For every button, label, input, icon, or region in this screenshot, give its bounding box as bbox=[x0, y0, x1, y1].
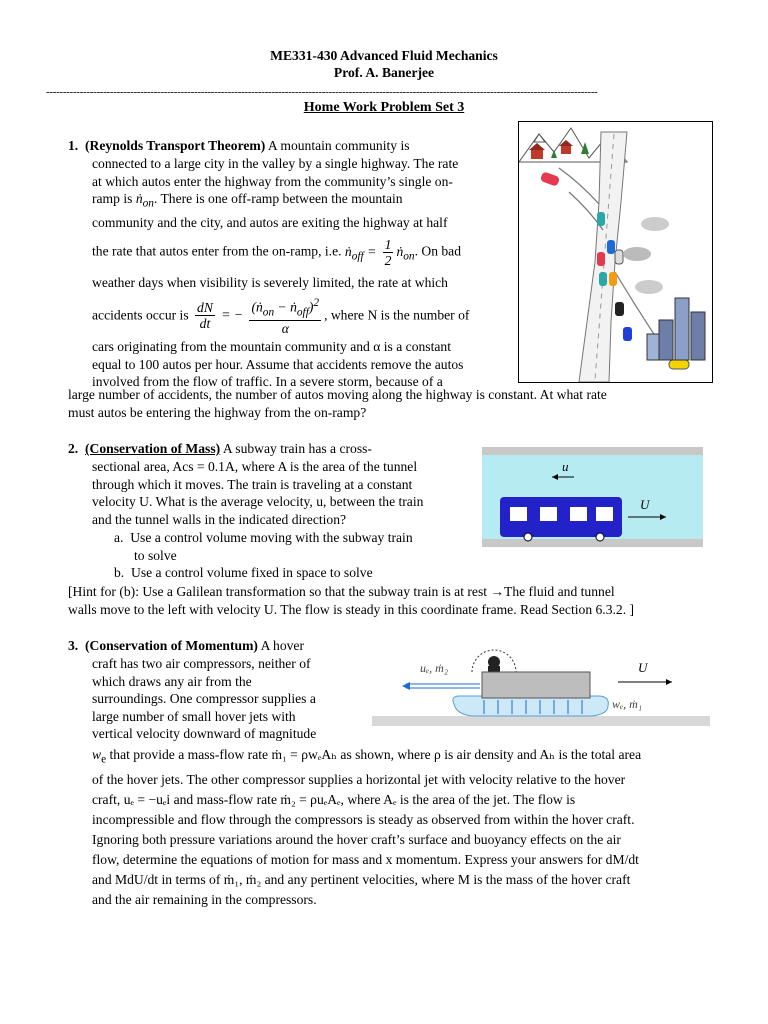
text-line: Use a control volume fixed in space to solve bbox=[131, 565, 373, 581]
text-line: that provide a mass-flow rate ṁ₁ = ρwₑAₕ as shown, where ρ is air density and Aₕ is the total area bbox=[109, 747, 642, 762]
house bbox=[561, 146, 571, 154]
air-cushion bbox=[453, 696, 608, 716]
text-line: A mountain community is bbox=[267, 138, 410, 153]
train-wheel bbox=[596, 533, 604, 541]
car-orange bbox=[609, 272, 617, 286]
text-line: walls move to the left with velocity U. The flow is steady in this coordinate frame. Read Section 6.3.2. ] bbox=[68, 601, 635, 617]
text-line: vertical velocity downward of magnitude bbox=[92, 726, 317, 742]
train-window bbox=[570, 507, 587, 521]
problem-1-text bbox=[68, 137, 510, 155]
problem-3-body bbox=[92, 655, 340, 743]
page-title: Home Work Problem Set 3 bbox=[303, 100, 465, 115]
text-line: ramp is bbox=[92, 191, 133, 207]
building bbox=[691, 312, 705, 360]
text-line: accidents occur is bbox=[92, 306, 189, 322]
car-red bbox=[597, 252, 605, 266]
u-label: u bbox=[562, 459, 569, 474]
text-line: [Hint for (b): Use a Galilean transformation so that the subway train is at rest →The fluid and tunnel bbox=[68, 584, 615, 599]
text-line: . On bad bbox=[414, 243, 462, 259]
text-line: must autos be entering the highway from the on-ramp? bbox=[68, 404, 367, 420]
building bbox=[675, 298, 689, 360]
part-a-label: a. bbox=[114, 530, 124, 545]
storm-cloud bbox=[641, 217, 669, 231]
tunnel-bottom-wall bbox=[482, 539, 703, 547]
left-jet-label: uₑ, ṁ₂ bbox=[420, 661, 448, 675]
text-line: equal to 100 autos per hour. Assume that accidents remove the autos bbox=[92, 356, 464, 372]
instructor-name: Prof. A. Banerjee bbox=[333, 65, 435, 80]
part-b-label: b. bbox=[114, 565, 125, 581]
text-line: large number of small hover jets with bbox=[92, 708, 296, 724]
text-line: craft has two air compressors, neither of bbox=[92, 656, 311, 671]
problem-3-tail: $w_e$ that provide a mass-flow rate ṁ₁ = ρwₑAₕ as shown, where ρ is air density and Aₕ is the total area of the hover jets. The other compressor supplies a horizontal jet with velocity relative to the hover craft, uₑ = −uₑi and mass-flow rate ṁ₂ = ρuₑAₑ, where Aₑ is the area of the jet. The flow is incompressible and flow through the compressors is steady as observed from within the hover craft. Ignoring both pressure variations around the hover craft’s surface and buoyancy effects on the air flow, determine the equations of motion for mass and x momentum. Express your answers for dM/dt and MdU/dt in terms of ṁ₁, ṁ₂ and any pertinent velocities, where M is the mass of the hover craft and the air remaining in the compressors. bbox=[92, 745, 702, 910]
text-line: community and the city, and autos are exiting the highway at half bbox=[92, 214, 448, 230]
problem-3-heading: (Conservation of Momentum) bbox=[85, 638, 258, 653]
text-line: and the tunnel walls in the indicated direction? bbox=[92, 511, 347, 527]
right-jet-label: wₑ, ṁ₁ bbox=[612, 697, 642, 711]
course-title: ME331-430 Advanced Fluid Mechanics bbox=[270, 48, 498, 63]
horizontal-jet-arrowhead bbox=[402, 682, 410, 690]
train-window bbox=[510, 507, 527, 521]
problem-3-number: 3. bbox=[68, 638, 79, 653]
storm-cloud bbox=[623, 247, 651, 261]
hovercraft-figure bbox=[372, 640, 710, 732]
problem-2-heading: (Conservation of Mass) bbox=[85, 441, 221, 456]
problem-2-body bbox=[92, 458, 462, 528]
hovercraft-illustration bbox=[372, 640, 710, 732]
text-line: Ignoring both pressure variations around the hover craft’s surface and buoyancy effects on the air bbox=[92, 831, 621, 847]
highway-figure bbox=[518, 121, 713, 383]
text-line: , where N is the number of bbox=[324, 306, 470, 322]
problem-2-text bbox=[68, 440, 462, 458]
car-yellow bbox=[669, 360, 689, 369]
text-line: of the hover jets. The other compressor supplies a horizontal jet with velocity relative to the hover bbox=[92, 771, 626, 787]
text-line: A subway train has a cross- bbox=[222, 441, 372, 456]
train-window bbox=[596, 507, 613, 521]
text-line: flow, determine the equations of motion for mass and x momentum. Express your answers for dM/dt bbox=[92, 851, 639, 867]
car-white bbox=[615, 250, 623, 264]
text-line: craft, uₑ = −uₑi and mass-flow rate ṁ₂ = ρuₑAₑ, where Aₑ is the area of the jet. The flow is bbox=[92, 791, 576, 807]
problem-2-number: 2. bbox=[68, 441, 79, 456]
text-line: involved from the flow of traffic. In a severe storm, because of a bbox=[92, 374, 443, 390]
text-line: . There is one off-ramp between the mountain bbox=[153, 191, 403, 207]
car-black bbox=[615, 302, 624, 316]
problem-1-heading: (Reynolds Transport Theorem) bbox=[85, 138, 266, 153]
car-blue bbox=[607, 240, 615, 254]
problem-1-number: 1. bbox=[68, 138, 79, 153]
tunnel-top-wall bbox=[482, 447, 703, 455]
U-label: U bbox=[640, 497, 650, 512]
subway-illustration bbox=[482, 447, 703, 551]
text-line: large number of accidents, the number of autos moving along the highway is constant. At what rate bbox=[68, 387, 607, 402]
text-line: the rate that autos enter from the on-ramp, i.e. bbox=[92, 243, 342, 259]
text-line: to solve bbox=[134, 547, 177, 563]
on-ramp bbox=[559, 168, 599, 204]
text-line: Use a control volume moving with the subway train bbox=[130, 530, 413, 545]
car-teal bbox=[599, 272, 607, 286]
text-line: and MdU/dt in terms of ṁ₁, ṁ₂ and any pertinent velocities, where M is the mass of the hover craft bbox=[92, 871, 631, 887]
text-line: cars originating from the mountain community and α is a constant bbox=[92, 338, 451, 354]
problem-2-part-a bbox=[114, 529, 462, 582]
n-on-symbol: ṅ$_{on}$ bbox=[135, 191, 154, 210]
text-line: surroundings. One compressor supplies a bbox=[92, 691, 316, 707]
car-blue bbox=[623, 327, 632, 341]
U-arrowhead bbox=[666, 679, 672, 685]
house bbox=[531, 150, 543, 159]
train-window bbox=[540, 507, 557, 521]
building bbox=[659, 320, 673, 360]
text-line: at which autos enter the highway from the community’s single on- bbox=[92, 173, 453, 189]
building bbox=[647, 334, 659, 360]
text-line: incompressible and flow through the compressors is steady as observed from within the hover craft. bbox=[92, 811, 635, 827]
hovercraft-body bbox=[482, 672, 590, 698]
train-wheel bbox=[524, 533, 532, 541]
ground bbox=[372, 716, 710, 726]
problem-1-tail bbox=[68, 386, 702, 421]
car-red bbox=[540, 171, 560, 187]
text-line: connected to a large city in the valley by a single highway. The rate bbox=[92, 156, 459, 171]
off-ramp-equation: ṅ$_{off}$ = $\frac{1}{2}$ ṅ$_{on}$ bbox=[344, 237, 415, 269]
text-line: weather days when visibility is severely limited, the rate at which bbox=[92, 275, 448, 291]
subway-figure bbox=[482, 447, 703, 551]
text-line: which draws any air from the bbox=[92, 673, 252, 689]
storm-cloud bbox=[635, 280, 663, 294]
car-teal bbox=[597, 212, 605, 226]
text-line: through which it moves. The train is traveling at a constant bbox=[92, 476, 413, 492]
highway-illustration bbox=[519, 122, 712, 382]
text-line: A hover bbox=[260, 638, 304, 653]
problem-1-body bbox=[92, 155, 510, 391]
problem-2-hint bbox=[68, 583, 702, 618]
U-label: U bbox=[638, 660, 648, 675]
text-line: velocity U. What is the average velocity, u, between the train bbox=[92, 494, 424, 510]
problem-3-text bbox=[68, 637, 340, 655]
text-line: sectional area, Acs = 0.1A, where A is the area of the tunnel bbox=[92, 459, 418, 474]
accident-rate-equation: $\frac{dN}{dt}$ = − $\frac{(ṅ_{on} - ṅ_{off})^2}{\alpha}$ bbox=[197, 296, 320, 336]
header-divider: -------------------------------------------------------------------------------------------------------------------------------------------------------------------- bbox=[46, 86, 598, 98]
text-line: and the air remaining in the compressors. bbox=[92, 891, 317, 907]
